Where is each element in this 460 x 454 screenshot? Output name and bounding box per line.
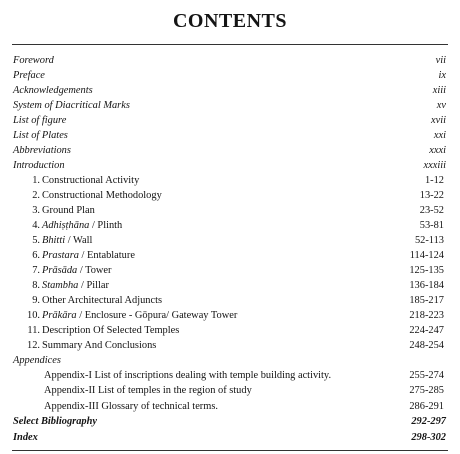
chapter-title-italic: Stambha — [42, 280, 79, 291]
chapter-pages: 125-135 — [409, 265, 444, 276]
chapter-number: 9. — [32, 295, 40, 306]
chapter-entry[interactable] — [0, 278, 460, 293]
chapter-pages: 13-22 — [419, 190, 444, 201]
appendix-pages: 275-285 — [409, 385, 444, 396]
chapter-title-text: / Wall — [65, 235, 93, 246]
chapter-title — [42, 203, 95, 218]
entry-label: Select Bibliography — [13, 416, 97, 427]
appendix-entry[interactable] — [0, 383, 460, 398]
chapter-number: 4. — [32, 220, 40, 231]
entry-label: Foreword — [13, 55, 54, 66]
chapter-number: 7. — [32, 265, 40, 276]
chapter-entry[interactable] — [0, 173, 460, 188]
chapter-entry[interactable] — [0, 308, 460, 323]
chapter-title-text: / Plinth — [89, 220, 123, 231]
chapter-title-text: Other Architectural Adjuncts — [42, 295, 163, 306]
entry-label: List of figure — [13, 115, 67, 126]
chapter-title-text: Constructional Activity — [42, 175, 140, 186]
chapter-title-text: Summary And Conclusions — [42, 340, 157, 351]
entry-label: Preface — [13, 70, 45, 81]
chapter-entry[interactable] — [0, 293, 460, 308]
chapter-title — [42, 263, 112, 278]
chapter-entry[interactable] — [0, 338, 460, 353]
toc-entry[interactable] — [0, 128, 460, 143]
entry-label: Index — [13, 432, 38, 443]
chapter-number: 2. — [32, 190, 40, 201]
appendix-title: Appendix-I List of inscriptions dealing with temple building activity. — [44, 370, 332, 381]
appendix-pages: 255-274 — [409, 370, 444, 381]
appendix-title: Appendix-II List of temples in the region of study — [44, 385, 252, 396]
chapter-pages: 1-12 — [424, 175, 444, 186]
entry-page: xxxi — [429, 145, 446, 156]
chapter-entry[interactable] — [0, 263, 460, 278]
toc-entry[interactable] — [0, 143, 460, 158]
chapter-entry[interactable] — [0, 188, 460, 203]
entry-page: 292-297 — [411, 416, 446, 427]
chapter-title — [42, 308, 237, 323]
toc-entry[interactable] — [0, 430, 460, 445]
appendix-title: Appendix-III Glossary of technical terms. — [44, 401, 218, 412]
entry-page: vii — [435, 55, 446, 66]
chapter-title — [42, 173, 139, 188]
appendices-heading-text: Appendices — [13, 355, 61, 366]
chapter-number: 10. — [27, 310, 40, 321]
entry-label: Introduction — [13, 160, 65, 171]
appendices-heading — [0, 353, 460, 368]
chapter-number: 12. — [27, 340, 40, 351]
entry-page: xxxiii — [423, 160, 446, 171]
title-divider — [12, 44, 448, 45]
chapter-pages: 185-217 — [409, 295, 444, 306]
toc-entry[interactable] — [0, 83, 460, 98]
chapter-title-text: / Tower — [77, 265, 112, 276]
toc-entry[interactable] — [0, 68, 460, 83]
chapter-entry[interactable] — [0, 203, 460, 218]
chapter-number: 6. — [32, 250, 40, 261]
chapter-number: 3. — [32, 205, 40, 216]
chapter-pages: 136-184 — [409, 280, 444, 291]
chapter-title — [42, 218, 122, 233]
chapter-title — [42, 233, 92, 248]
chapter-pages: 218-223 — [409, 310, 444, 321]
chapter-pages: 52-113 — [414, 235, 444, 246]
entry-page: xv — [436, 100, 446, 111]
chapter-title-text: Ground Plan — [42, 205, 95, 216]
chapter-entry[interactable] — [0, 233, 460, 248]
toc-entry[interactable] — [0, 414, 460, 429]
toc-entry[interactable] — [0, 98, 460, 113]
entry-page: ix — [438, 70, 446, 81]
chapter-entry[interactable] — [0, 248, 460, 263]
entry-page: xvii — [431, 115, 446, 126]
chapter-title-text: Constructional Methodology — [42, 190, 162, 201]
chapter-pages: 248-254 — [409, 340, 444, 351]
appendix-entry[interactable] — [0, 368, 460, 383]
chapter-title-text: / Entablature — [78, 250, 135, 261]
chapter-pages: 224-247 — [409, 325, 444, 336]
chapter-pages: 53-81 — [419, 220, 444, 231]
toc-entry[interactable] — [0, 113, 460, 128]
toc-entry[interactable] — [0, 53, 460, 68]
chapter-title — [42, 293, 162, 308]
chapter-title-italic: Prastara — [42, 250, 79, 261]
entry-page: xxi — [433, 130, 446, 141]
entry-label: Abbreviations — [13, 145, 71, 156]
bottom-divider — [12, 450, 448, 451]
chapter-title-text: Description Of Selected Temples — [42, 325, 180, 336]
chapter-pages: 114-124 — [409, 250, 444, 261]
page-title: CONTENTS — [172, 10, 288, 32]
chapter-number: 8. — [32, 280, 40, 291]
chapter-title-text: / Enclosure - Gōpura/ Gateway Tower — [76, 310, 238, 321]
chapter-number: 11. — [27, 325, 40, 336]
chapter-title — [42, 323, 179, 338]
entry-page: xiii — [432, 85, 446, 96]
chapter-number: 5. — [32, 235, 40, 246]
chapter-title-italic: Prāsāda — [42, 265, 78, 276]
chapter-title-italic: Adhiṣṭhāna — [42, 220, 90, 231]
chapter-title — [42, 248, 135, 263]
chapter-number: 1. — [32, 175, 40, 186]
chapter-title-italic: Prākāra — [42, 310, 77, 321]
chapter-title — [42, 338, 156, 353]
chapter-title-text: / Pillar — [78, 280, 109, 291]
entry-page: 298-302 — [411, 432, 446, 443]
chapter-title — [42, 278, 109, 293]
chapter-entry[interactable] — [0, 323, 460, 338]
chapter-pages: 23-52 — [419, 205, 444, 216]
entry-label: List of Plates — [13, 130, 68, 141]
chapter-entry[interactable] — [0, 218, 460, 233]
chapter-title — [42, 188, 162, 203]
appendix-entry[interactable] — [0, 399, 460, 414]
appendix-pages: 286-291 — [409, 401, 444, 412]
entry-label: Acknowledgements — [13, 85, 93, 96]
entry-label: System of Diacritical Marks — [13, 100, 130, 111]
toc-entry[interactable] — [0, 158, 460, 173]
chapter-title-italic: Bhitti — [42, 235, 66, 246]
